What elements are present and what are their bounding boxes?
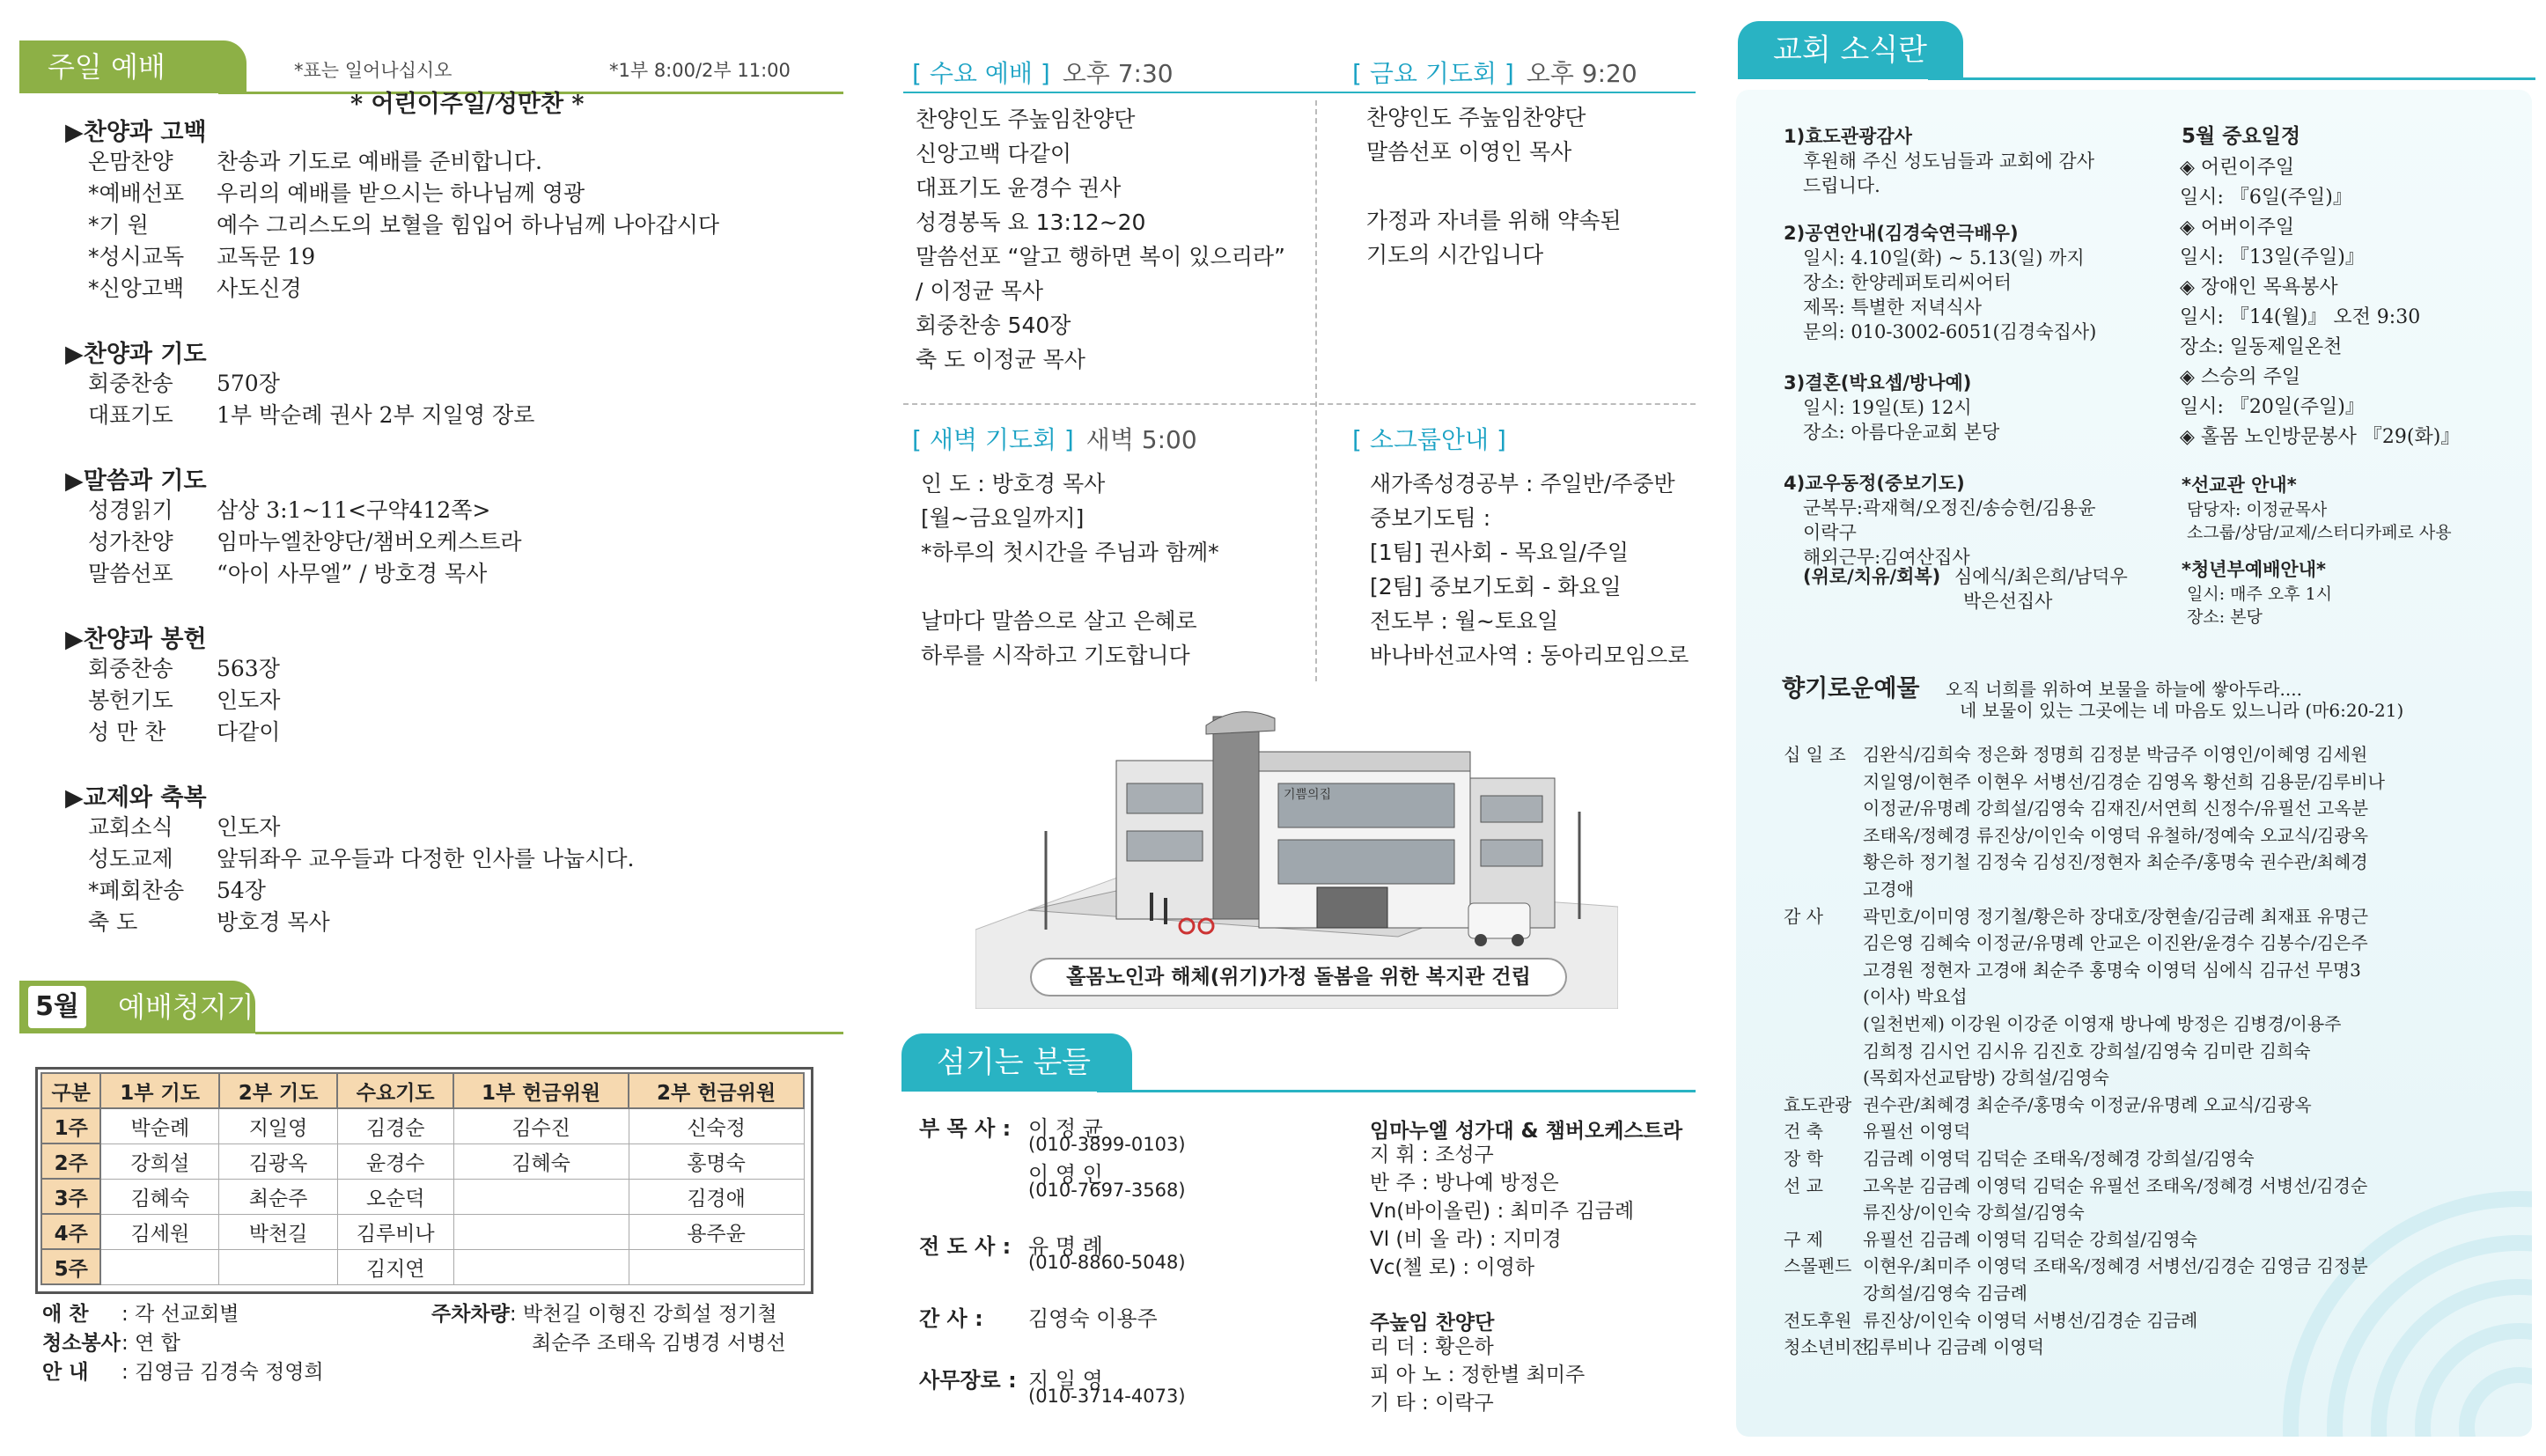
offering-names: 이정균/유명례 강희설/김영숙 김재진/서연희 신정수/유필선 고옥분 xyxy=(1863,798,2369,820)
may-item: 일시: 『6일(주일)』 xyxy=(2180,187,2352,209)
offering-category: 구 제 xyxy=(1784,1228,1823,1250)
small-group-header xyxy=(1352,421,1506,456)
order-value: 우리의 예배를 받으시는 하나님께 영광 xyxy=(217,180,585,206)
news4-comfort-names: 심에식/최은희/남덕우 xyxy=(1954,566,2128,587)
order-value: 563장 xyxy=(217,656,280,681)
table-cell: 김경애 xyxy=(629,1179,804,1214)
order-row xyxy=(88,873,266,905)
parking-label: 주차차량 xyxy=(431,1303,510,1326)
servers-tab-title: 섬기는 분들 xyxy=(937,1045,1092,1080)
offering-verse-1: 오직 너희를 위하여 보물을 하늘에 쌓아두라.... xyxy=(1946,679,2302,700)
staff-label: 간 사 : xyxy=(919,1306,983,1331)
dawn-prayer-info xyxy=(921,467,1219,673)
order-label: *신앙고백 xyxy=(88,276,185,301)
news4-comfort-label: (위로/치유/회복) xyxy=(1803,566,1941,587)
small-group-row: 바나바선교사역 : 동아리모임으로 xyxy=(1370,643,1689,668)
order-row xyxy=(88,683,280,715)
choir-row: 지 휘 : 조성구 xyxy=(1370,1143,1494,1166)
table-cell: 1주 xyxy=(41,1108,100,1143)
offering-names: (이사) 박요섭 xyxy=(1863,986,1968,1008)
order-row xyxy=(88,176,585,208)
schedule-tab-title: 예배청지기 xyxy=(118,990,254,1024)
dawn-prayer-time: 새벽 5:00 xyxy=(1085,425,1197,454)
offering-row xyxy=(1784,957,2361,983)
offering-names: 김은영 김혜숙 이정균/유명례 안교은 이진완/윤경수 김봉수/김은주 xyxy=(1863,932,2368,954)
table-row xyxy=(41,1249,804,1284)
offering-names: 류진상/이인숙 이영덕 서병선/김경순 김금례 xyxy=(1863,1309,2198,1331)
order-row xyxy=(88,366,280,398)
table-cell: 김혜숙 xyxy=(100,1179,218,1214)
order-value: 다같이 xyxy=(217,719,281,745)
order-value: 인도자 xyxy=(217,814,281,840)
order-label: 말씀선포 xyxy=(88,561,173,586)
offering-names: 류진상/이인숙 강희설/김영숙 xyxy=(1863,1202,2085,1224)
may-item: 일시: 『14(월)』 오전 9:30 xyxy=(2180,306,2421,328)
order-row xyxy=(88,144,542,176)
offering-row xyxy=(1784,795,2368,821)
praise-team-row: 리 더 : 황은하 xyxy=(1370,1335,1494,1358)
wed-service-time: 오후 7:30 xyxy=(1062,59,1174,88)
order-row xyxy=(88,239,315,271)
section-title: ▶말씀과 기도 xyxy=(65,467,207,495)
offering-category: 장 학 xyxy=(1784,1148,1823,1169)
may-item: 장소: 일동제일온천 xyxy=(2180,336,2343,358)
order-label: 회중찬송 xyxy=(88,656,173,681)
news-body: 일시: 4.10일(화) ~ 5.13(일) 까지 xyxy=(1803,247,2085,268)
offering-row xyxy=(1784,1145,2255,1172)
offering-category: 효도관광 xyxy=(1784,1093,1852,1115)
may-schedule-title: 5월 중요일정 xyxy=(2182,125,2301,148)
table-cell: 김수진 xyxy=(453,1108,629,1143)
table-cell: 김지연 xyxy=(337,1249,453,1284)
order-value: 방호경 목사 xyxy=(217,909,330,935)
may-item: 일시: 『13일(주일)』 xyxy=(2180,246,2365,268)
wed-row: 말씀선포 “알고 행하면 복이 있으리라” xyxy=(916,244,1285,269)
table-cell: 용주윤 xyxy=(629,1214,804,1249)
offering-names: 지일영/이현주 이현우 서병선/김경순 김영옥 황선희 김용문/김루비나 xyxy=(1863,770,2385,792)
table-cell: 김경순 xyxy=(337,1108,453,1143)
table-cell xyxy=(453,1179,629,1214)
wed-row: 대표기도 윤경수 권사 xyxy=(916,175,1122,201)
offering-category: 감 사 xyxy=(1784,905,1823,927)
staff-label: 전 도 사 : xyxy=(919,1234,1012,1259)
offering-row xyxy=(1784,1199,2085,1225)
news-title: 1)효도관광감사 xyxy=(1784,126,1912,147)
worship-tab xyxy=(19,40,247,93)
offering-names: 김루비나 김금례 이영덕 xyxy=(1863,1336,2044,1358)
cleaning-label: 청소봉사 xyxy=(42,1332,121,1355)
guide-value: : 김영금 김경숙 정영희 xyxy=(121,1361,324,1384)
cleaning-value: : 연 합 xyxy=(121,1332,180,1355)
order-value: 찬송과 기도로 예배를 준비합니다. xyxy=(217,149,542,174)
news-body: 장소: 아름다운교회 본당 xyxy=(1803,422,2000,443)
order-label: 성경읽기 xyxy=(88,497,173,523)
offering-names: 이현우/최미주 이영덕 조태옥/정혜경 서병선/김경순 김영금 김정분 xyxy=(1863,1255,2368,1277)
offering-verse-2: 네 보물이 있는 그곳에는 네 마음도 있느니라 (마6:20-21) xyxy=(1960,700,2404,721)
order-row xyxy=(88,208,719,239)
servers-header-rule xyxy=(1097,1090,1696,1092)
staff-value: (010-3714-4073) xyxy=(1028,1386,1186,1407)
schedule-header-rule xyxy=(255,1032,843,1034)
time-note: *1부 8:00/2부 11:00 xyxy=(609,60,791,81)
offering-category: 십 일 조 xyxy=(1784,744,1846,765)
dawn-row: 하루를 시작하고 기도합니다 xyxy=(921,643,1190,668)
offering-names: 김금례 이영덕 김덕순 조태옥/정혜경 강희설/김영숙 xyxy=(1863,1148,2255,1169)
may-item: ◈ 장애인 목욕봉사 xyxy=(2180,276,2338,298)
offering-names: 김완식/김희숙 정은화 정명희 김정분 박금주 이영인/이혜영 김세원 xyxy=(1863,744,2368,765)
table-row xyxy=(41,1214,804,1249)
youth-title: *청년부예배안내* xyxy=(2182,559,2326,580)
staff-value: 이 영 인 xyxy=(1028,1162,1103,1187)
anthem-label: 애 찬 xyxy=(42,1303,89,1326)
staff-label: 부 목 사 : xyxy=(919,1116,1012,1141)
offering-names: 고경원 정현자 고경애 최순주 홍명숙 이영덕 심에식 김규선 무명3 xyxy=(1863,959,2361,981)
parking-value: : 박천길 이형진 강희설 정기철 xyxy=(509,1303,777,1326)
praise-team-title: 주높임 찬양단 xyxy=(1370,1312,1495,1335)
table-cell: 김혜숙 xyxy=(453,1143,629,1179)
order-label: *성시교독 xyxy=(88,244,185,269)
offering-category: 스몰펜드 xyxy=(1784,1255,1852,1277)
dawn-prayer-header xyxy=(912,421,1197,456)
fri-row: 찬양인도 주높임찬양단 xyxy=(1366,105,1586,130)
schedule-tab-month: 5월 xyxy=(28,986,86,1028)
table-header-cell: 구분 xyxy=(41,1073,100,1108)
table-cell: 3주 xyxy=(41,1179,100,1214)
table-cell: 박천길 xyxy=(219,1214,337,1249)
wed-service-label: [ 수요 예배 ] xyxy=(912,59,1050,88)
staff-value: (010-7697-3568) xyxy=(1028,1180,1186,1201)
mission-row: 담당자: 이정균목사 xyxy=(2187,500,2328,519)
order-label: *폐회찬송 xyxy=(88,878,185,903)
table-header-cell: 1부 기도 xyxy=(100,1073,218,1108)
offering-row xyxy=(1784,1307,2197,1334)
may-item: 일시: 『20일(주일)』 xyxy=(2180,396,2365,418)
staff-value: (010-8860-5048) xyxy=(1028,1252,1186,1273)
fri-prayer-time: 오후 9:20 xyxy=(1526,59,1637,88)
wed-row: 회중찬송 540장 xyxy=(916,313,1071,338)
order-label: 봉헌기도 xyxy=(88,688,173,713)
order-value: 예수 그리스도의 보혈을 힘입어 하나님께 나아갑시다 xyxy=(217,212,720,238)
offering-row xyxy=(1784,822,2368,849)
fri-prayer-label: [ 금요 기도회 ] xyxy=(1352,59,1514,88)
table-cell: 2주 xyxy=(41,1143,100,1179)
order-label: *예배선포 xyxy=(88,180,185,206)
youth-row: 일시: 매주 오후 1시 xyxy=(2187,585,2333,604)
table-cell xyxy=(453,1214,629,1249)
news-body: 후원해 주신 성도님들과 교회에 감사 xyxy=(1803,151,2094,172)
offering-category: 전도후원 xyxy=(1784,1309,1852,1331)
order-value: 인도자 xyxy=(217,688,281,713)
offering-names: 조태옥/정혜경 류진상/이인숙 이영덕 유철하/정예숙 오교식/김광옥 xyxy=(1863,824,2369,846)
news-body: 군복무:곽재혁/오정진/송승헌/김용윤 xyxy=(1803,497,2096,518)
table-cell: 4주 xyxy=(41,1214,100,1249)
offering-category: 건 축 xyxy=(1784,1121,1823,1143)
praise-team-row: 피 아 노 : 정한별 최미주 xyxy=(1370,1364,1586,1386)
small-group-row: 새가족성경공부 : 주일반/주중반 xyxy=(1370,471,1675,496)
staff-value: (010-3899-0103) xyxy=(1028,1134,1186,1155)
table-header-cell: 2부 기도 xyxy=(219,1073,337,1108)
offering-row xyxy=(1784,1173,2367,1199)
staff-label: 사무장로 : xyxy=(919,1368,1017,1393)
order-row xyxy=(88,651,280,683)
table-cell: 최순주 xyxy=(219,1179,337,1214)
table-header-cell: 2부 헌금위원 xyxy=(629,1073,804,1108)
worship-subtitle: * 어린이주일/성만찬 * xyxy=(350,91,585,118)
order-value: 앞뒤좌우 교우들과 다정한 인사를 나눕시다. xyxy=(217,846,635,871)
table-cell: 강희설 xyxy=(100,1143,218,1179)
order-row xyxy=(88,810,280,842)
offering-row xyxy=(1784,1226,2197,1253)
wed-row: 축 도 이정균 목사 xyxy=(916,347,1085,372)
table-cell: 윤경수 xyxy=(337,1143,453,1179)
offering-row xyxy=(1784,1334,2044,1360)
table-cell: 박순례 xyxy=(100,1108,218,1143)
small-group-row: [1팀] 권사회 - 목요일/주일 xyxy=(1370,540,1630,565)
mid-divider-vertical xyxy=(1315,100,1317,681)
building-caption-text: 홀몸노인과 해체(위기)가정 돌봄을 위한 복지관 건립 xyxy=(1066,966,1531,989)
order-value: 삼상 3:1~11<구약412쪽> xyxy=(217,497,491,523)
offering-names: (목회자선교탐방) 강희설/김영숙 xyxy=(1863,1067,2109,1089)
offering-row xyxy=(1784,876,1914,902)
offering-names: 곽민호/이미영 정기철/황은하 장대호/장현솔/김금례 최재표 유명근 xyxy=(1863,905,2369,927)
offering-row xyxy=(1784,1011,2342,1037)
table-row xyxy=(41,1179,804,1214)
offering-row xyxy=(1784,1092,2312,1118)
order-value: 임마누엘찬양단/챔버오케스트라 xyxy=(217,529,522,555)
section-title: ▶찬양과 봉헌 xyxy=(65,626,207,653)
offering-names: 강희설/김영숙 김금례 xyxy=(1863,1283,2027,1304)
servers-tab xyxy=(901,1033,1132,1092)
order-row xyxy=(88,715,280,746)
order-label: *기 원 xyxy=(88,212,149,238)
building-illustration xyxy=(975,699,1618,1009)
offering-title: 향기로운예물 xyxy=(1782,675,1920,702)
building-sign: 기쁨의집 xyxy=(1284,788,1332,802)
order-row xyxy=(88,556,487,588)
news-body: 장소: 한양레퍼토리씨어터 xyxy=(1803,272,2012,293)
small-group-info xyxy=(1370,467,1689,673)
staff-value: 이 정 균 xyxy=(1028,1116,1103,1141)
praise-team-row: 기 타 : 이락구 xyxy=(1370,1392,1494,1415)
table-header-cell: 수요기도 xyxy=(337,1073,453,1108)
order-label: 교회소식 xyxy=(88,814,173,840)
table-cell: 오순덕 xyxy=(337,1179,453,1214)
order-row xyxy=(88,905,330,937)
order-label: 온맘찬양 xyxy=(88,149,173,174)
table-cell: 김루비나 xyxy=(337,1214,453,1249)
wed-service-header xyxy=(912,55,1174,90)
order-value: 570장 xyxy=(217,371,280,396)
order-label: 회중찬송 xyxy=(88,371,173,396)
schedule-table-header xyxy=(41,1073,804,1108)
youth-row: 장소: 본당 xyxy=(2187,607,2263,627)
guide-row xyxy=(42,1356,324,1385)
parking-value-2: 최순주 조태옥 김병경 서병선 xyxy=(532,1332,786,1355)
order-label: 축 도 xyxy=(88,909,138,935)
news-body: 제목: 특별한 저녁식사 xyxy=(1803,297,1982,318)
praise-team-members xyxy=(1370,1333,1585,1417)
building-caption xyxy=(1030,958,1567,996)
table-cell xyxy=(100,1249,218,1284)
mission-title: *선교관 안내* xyxy=(2182,474,2297,496)
offering-category: 선 교 xyxy=(1784,1174,1823,1196)
news-title: 3)결혼(박요셉/방나예) xyxy=(1784,372,1972,393)
choir-row: Vc(첼 로) : 이영하 xyxy=(1370,1256,1535,1279)
anthem-row xyxy=(42,1298,239,1327)
dawn-row: *하루의 첫시간을 주님과 함께* xyxy=(921,540,1219,565)
order-label: 성 만 찬 xyxy=(88,719,166,745)
offering-row xyxy=(1784,849,2368,875)
table-cell xyxy=(629,1249,804,1284)
fri-row: 기도의 시간입니다 xyxy=(1366,242,1544,268)
order-value: “아이 사무엘” / 방호경 목사 xyxy=(217,561,488,586)
dawn-row: 날마다 말씀으로 살고 은혜로 xyxy=(921,608,1197,634)
staff-value: 유 명 례 xyxy=(1028,1234,1103,1259)
offering-names: 유필선 김금례 이영덕 김덕순 강희설/김영숙 xyxy=(1863,1228,2197,1250)
offering-names: 황은하 정기철 김정숙 김성진/정현자 최순주/홍명숙 권수관/최혜경 xyxy=(1863,851,2368,873)
order-value: 교독문 19 xyxy=(217,244,316,269)
small-group-row: 전도부 : 월~토요일 xyxy=(1370,608,1559,634)
fri-prayer-header xyxy=(1352,55,1637,90)
may-item: ◈ 홀몸 노인방문봉사 『29(화)』 xyxy=(2180,426,2461,448)
order-label: 대표기도 xyxy=(88,402,173,428)
offering-names: 권수관/최혜경 최순주/홍명숙 이정균/유명례 오교식/김광옥 xyxy=(1863,1093,2312,1115)
news-body: 해외근무:김여산집사 xyxy=(1803,547,1970,568)
wed-row: 성경봉독 요 13:12~20 xyxy=(916,210,1146,235)
offering-row xyxy=(1784,930,2368,956)
guide-label: 안 내 xyxy=(42,1361,89,1384)
order-value: 사도신경 xyxy=(217,276,302,301)
wed-service-order xyxy=(916,102,1285,377)
news-body: 문의: 010-3002-6051(김경숙집사) xyxy=(1803,321,2097,342)
offering-names: 김희정 김시언 김시유 김진호 강희설/김영숙 김미란 김희숙 xyxy=(1863,1040,2311,1062)
dawn-row xyxy=(921,570,1219,604)
table-header-cell: 1부 헌금위원 xyxy=(453,1073,629,1108)
small-group-row: [2팀] 중보기도회 - 화요일 xyxy=(1370,574,1622,599)
offering-row xyxy=(1784,1253,2368,1279)
news-header-rule xyxy=(1928,77,2535,80)
worship-tab-title: 주일 예배 xyxy=(48,50,166,84)
may-item: ◈ 어린이주일 xyxy=(2180,157,2295,179)
parking-row xyxy=(431,1298,776,1327)
fri-row xyxy=(1366,169,1622,203)
offering-names: 고경애 xyxy=(1863,879,1914,900)
order-value: 54장 xyxy=(217,878,266,903)
choir-row: Vn(바이올린) : 최미주 김금례 xyxy=(1370,1200,1635,1223)
stand-note: *표는 일어나십시오 xyxy=(294,60,453,81)
order-row xyxy=(88,525,522,556)
order-row xyxy=(88,271,302,303)
table-cell: 홍명숙 xyxy=(629,1143,804,1179)
wed-row: 신앙고백 다같이 xyxy=(916,141,1071,166)
fri-prayer-order xyxy=(1366,100,1622,272)
table-cell: 지일영 xyxy=(219,1108,337,1143)
offering-row xyxy=(1784,903,2368,930)
table-cell: 신숙정 xyxy=(629,1108,804,1143)
news-tab xyxy=(1738,21,1963,79)
offering-names: 고옥분 김금례 이영덕 김덕순 유필선 조태옥/정혜경 서병선/김경순 xyxy=(1863,1174,2368,1196)
fri-row: 가정과 자녀를 위해 약속된 xyxy=(1366,208,1622,233)
order-row xyxy=(88,842,634,873)
offering-row xyxy=(1784,768,2385,795)
staff-value: 지 일 영 xyxy=(1028,1368,1103,1393)
may-item: ◈ 어버이주일 xyxy=(2180,217,2295,239)
table-cell xyxy=(453,1249,629,1284)
mid-top-rule xyxy=(903,92,1696,93)
wed-row: 찬양인도 주높임찬양단 xyxy=(916,107,1136,132)
order-label: 성도교제 xyxy=(88,846,173,871)
anthem-value: : 각 선교회별 xyxy=(121,1303,239,1326)
mission-row: 소그룹/상담/교제/스터디카페로 사용 xyxy=(2187,523,2452,542)
news-title: 4)교우동정(중보기도) xyxy=(1784,473,1965,494)
wed-row: / 이정균 목사 xyxy=(916,278,1044,304)
small-group-row: 중보기도팀 : xyxy=(1370,505,1491,531)
order-row xyxy=(88,493,490,525)
choir-title: 임마누엘 성가대 & 챔버오케스트라 xyxy=(1370,1120,1683,1143)
offering-row xyxy=(1784,983,1968,1010)
choir-row: Vl (비 올 라) : 지미경 xyxy=(1370,1228,1562,1251)
table-row xyxy=(41,1108,804,1143)
news-body: 드립니다. xyxy=(1803,175,1880,196)
table-cell: 5주 xyxy=(41,1249,100,1284)
news-body: 이락구 xyxy=(1803,522,1857,543)
order-row xyxy=(88,398,534,430)
news-title: 2)공연안내(김경숙연극배우) xyxy=(1784,223,2019,244)
cleaning-row xyxy=(42,1327,180,1356)
offering-category: 청소년비전 xyxy=(1784,1336,1869,1358)
table-cell: 김세원 xyxy=(100,1214,218,1249)
order-label: 성가찬양 xyxy=(88,529,173,555)
dawn-row: 인 도 : 방호경 목사 xyxy=(921,471,1106,496)
news4-comfort-names-2: 박은선집사 xyxy=(1963,591,2053,612)
section-title: ▶찬양과 고백 xyxy=(65,119,207,146)
fri-row: 말씀선포 이영인 목사 xyxy=(1366,139,1572,165)
offering-row xyxy=(1784,741,2367,768)
table-cell: 김광옥 xyxy=(219,1143,337,1179)
mid-divider-horizontal xyxy=(903,403,1696,405)
choir-row: 반 주 : 방나예 방정은 xyxy=(1370,1172,1559,1195)
dawn-row: [월~금요일까지] xyxy=(921,505,1085,531)
staff-value: 김영숙 이용주 xyxy=(1028,1306,1158,1331)
dawn-prayer-label: [ 새벽 기도회 ] xyxy=(912,425,1074,454)
table-cell xyxy=(219,1249,337,1284)
news-body: 일시: 19일(토) 12시 xyxy=(1803,397,1972,418)
section-title: ▶찬양과 기도 xyxy=(65,341,207,368)
offering-names: 유필선 이영덕 xyxy=(1863,1121,1971,1143)
offering-row xyxy=(1784,1280,2027,1306)
table-row xyxy=(41,1143,804,1179)
news-tab-title: 교회 소식란 xyxy=(1773,33,1928,68)
offering-row xyxy=(1784,1064,2109,1091)
may-item: ◈ 스승의 주일 xyxy=(2180,366,2301,388)
offering-row xyxy=(1784,1038,2311,1064)
schedule-table xyxy=(40,1072,805,1285)
offering-row xyxy=(1784,1118,1970,1144)
order-value: 1부 박순례 권사 2부 지일영 장로 xyxy=(217,402,535,428)
schedule-tab xyxy=(19,981,255,1033)
offering-names: (일천번제) 이강원 이강준 이영재 방나예 방정은 김병경/이용주 xyxy=(1863,1013,2342,1034)
section-title: ▶교제와 축복 xyxy=(65,784,207,812)
choir-members xyxy=(1370,1141,1634,1282)
small-group-label: [ 소그룹안내 ] xyxy=(1352,425,1506,454)
